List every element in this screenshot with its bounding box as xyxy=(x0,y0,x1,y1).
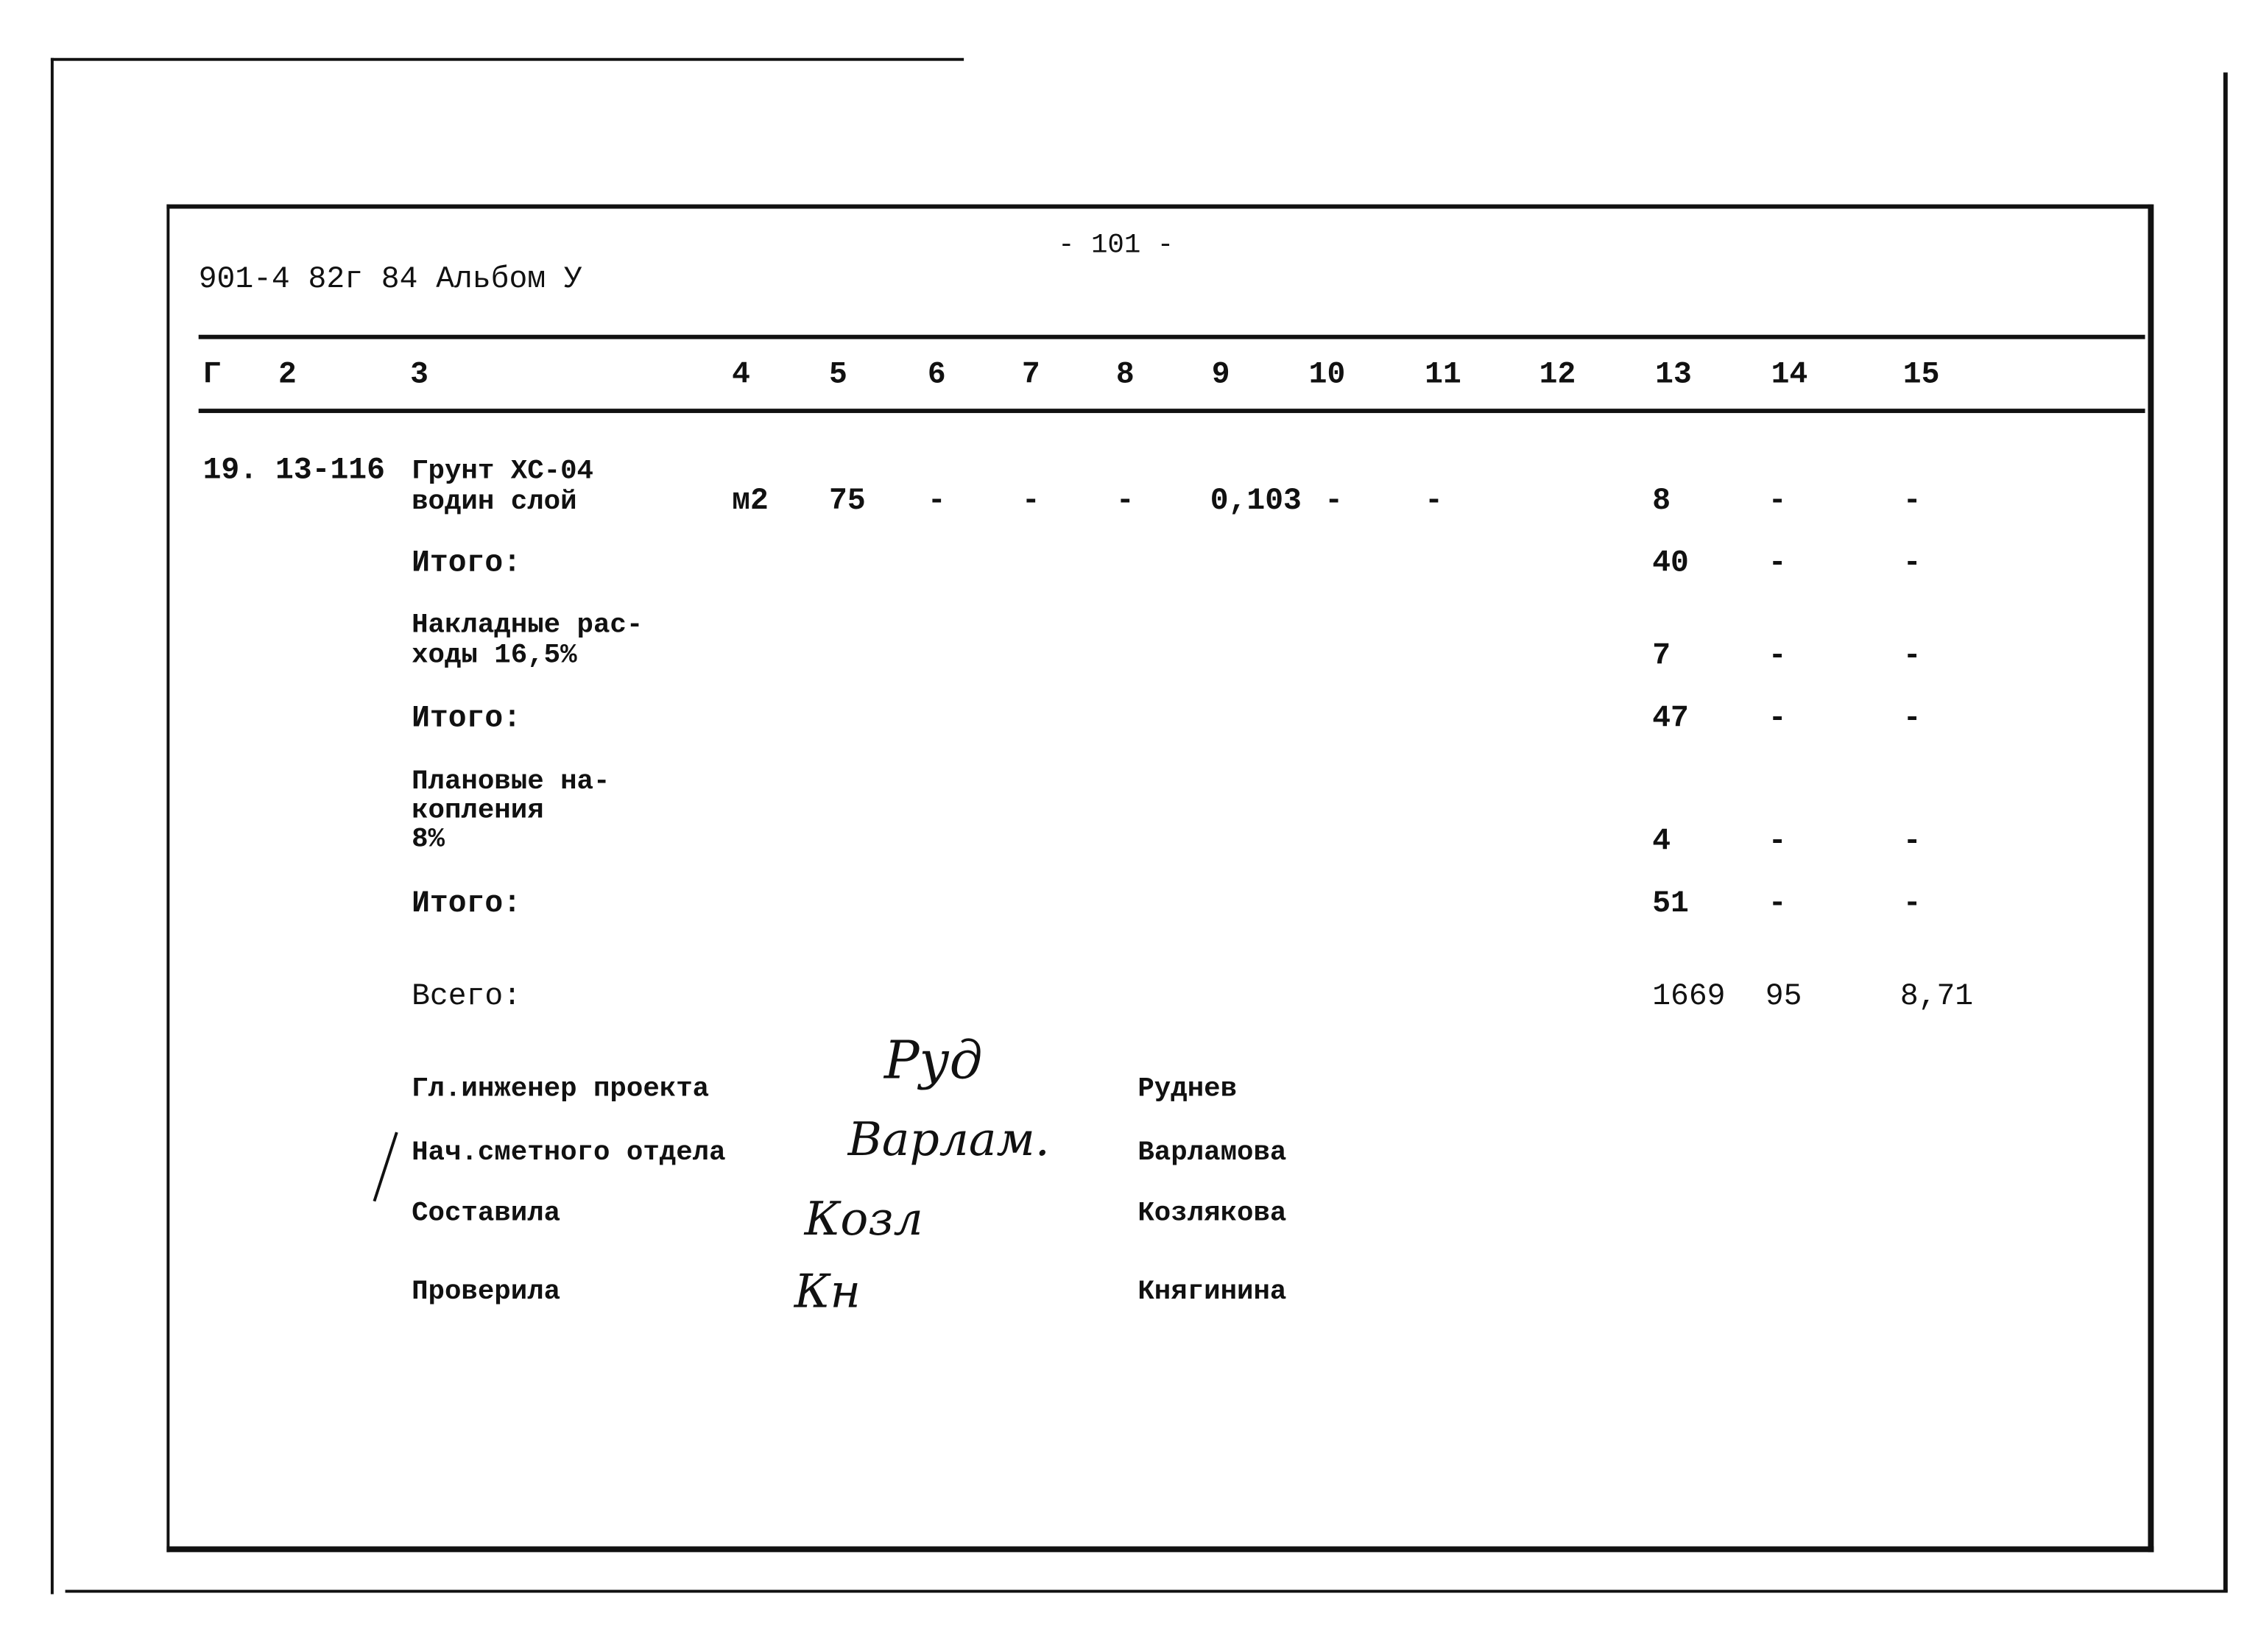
signature-name: Княгинина xyxy=(1137,1275,1287,1307)
column-number: 5 xyxy=(829,359,847,393)
outer-frame-bottom xyxy=(66,1590,2228,1593)
row-c13: 51 xyxy=(1652,888,1689,922)
row-c15: - xyxy=(1902,888,1922,922)
row-label: Итого: xyxy=(412,702,521,737)
outer-frame-right xyxy=(2223,72,2228,1591)
inner-frame-left xyxy=(166,205,169,1553)
column-number: 2 xyxy=(278,359,297,393)
signature-role: Нач.сметного отдела xyxy=(412,1136,726,1168)
row-label: 8% xyxy=(412,823,445,855)
row-c15: - xyxy=(1902,640,1922,674)
column-number: Г xyxy=(202,359,222,393)
row-c15: - xyxy=(1902,548,1922,582)
item-c8: - xyxy=(1115,485,1135,519)
row-label: Плановые на- xyxy=(412,765,610,797)
column-number: 11 xyxy=(1425,359,1461,393)
row-label: Итого: xyxy=(412,888,521,922)
item-name-line1: Грунт ХС-04 xyxy=(412,455,593,487)
row-c13: 40 xyxy=(1652,548,1689,582)
row-c14: - xyxy=(1768,640,1787,674)
document-code: 901-4 82г 84 Альбом У xyxy=(198,264,582,297)
signature-name: Варламова xyxy=(1137,1136,1287,1168)
total-c15: 8,71 xyxy=(1900,981,1974,1015)
row-label: ходы 16,5% xyxy=(412,639,577,671)
row-c14: - xyxy=(1768,702,1787,737)
total-c14: 95 xyxy=(1765,981,1802,1015)
column-number: 6 xyxy=(927,359,946,393)
item-name-line2: водин слой xyxy=(412,485,577,518)
row-c15: - xyxy=(1902,702,1922,737)
header-rule-top xyxy=(199,335,2145,339)
item-c10: - xyxy=(1324,485,1344,519)
margin-stroke xyxy=(373,1132,398,1201)
item-c9: 0,103 xyxy=(1210,485,1302,519)
inner-frame-bottom xyxy=(166,1546,2154,1552)
handwritten-signature: Кн xyxy=(794,1263,861,1319)
item-c11: - xyxy=(1425,485,1443,519)
item-c14: - xyxy=(1768,485,1787,519)
column-number: 15 xyxy=(1902,359,1940,393)
item-c15: - xyxy=(1902,485,1922,519)
item-number: 19. xyxy=(202,455,258,489)
signature-name: Козлякова xyxy=(1137,1197,1287,1229)
item-c5: 75 xyxy=(829,485,866,519)
column-number: 9 xyxy=(1211,359,1230,393)
column-number: 13 xyxy=(1655,359,1692,393)
row-label: Накладные рас- xyxy=(412,608,643,641)
row-label: Итого: xyxy=(412,548,521,582)
row-c14: - xyxy=(1768,826,1787,860)
header-rule-bottom xyxy=(199,409,2145,413)
inner-frame-top xyxy=(166,205,2152,209)
row-c14: - xyxy=(1768,548,1787,582)
page-number: - 101 - xyxy=(1058,229,1174,261)
signature-role: Проверила xyxy=(412,1275,561,1307)
row-c13: 47 xyxy=(1652,702,1689,737)
item-c7: - xyxy=(1021,485,1040,519)
row-c13: 7 xyxy=(1652,640,1671,674)
item-code: 13-116 xyxy=(275,455,385,489)
total-label: Всего: xyxy=(412,981,521,1015)
total-c13: 1669 xyxy=(1652,981,1726,1015)
item-c6: - xyxy=(927,485,946,519)
handwritten-signature: Варлам. xyxy=(847,1111,1050,1167)
signature-role: Составила xyxy=(412,1197,561,1229)
outer-frame-left xyxy=(51,58,54,1595)
row-label: копления xyxy=(412,794,544,827)
row-c15: - xyxy=(1902,826,1922,860)
column-number: 7 xyxy=(1021,359,1040,393)
column-number: 14 xyxy=(1771,359,1808,393)
handwritten-signature: Козл xyxy=(804,1191,923,1246)
outer-frame-top xyxy=(51,58,964,61)
row-c13: 4 xyxy=(1652,826,1671,860)
handwritten-signature: Руд xyxy=(883,1031,983,1092)
column-number: 3 xyxy=(410,359,428,393)
item-c13: 8 xyxy=(1652,485,1671,519)
signature-name: Руднев xyxy=(1137,1072,1238,1105)
inner-frame-right xyxy=(2148,205,2154,1553)
signature-role: Гл.инженер проекта xyxy=(412,1072,710,1105)
row-c14: - xyxy=(1768,888,1787,922)
item-unit: м2 xyxy=(732,485,769,519)
column-number: 12 xyxy=(1539,359,1576,393)
column-number: 8 xyxy=(1115,359,1135,393)
column-number: 10 xyxy=(1308,359,1346,393)
column-number: 4 xyxy=(732,359,750,393)
